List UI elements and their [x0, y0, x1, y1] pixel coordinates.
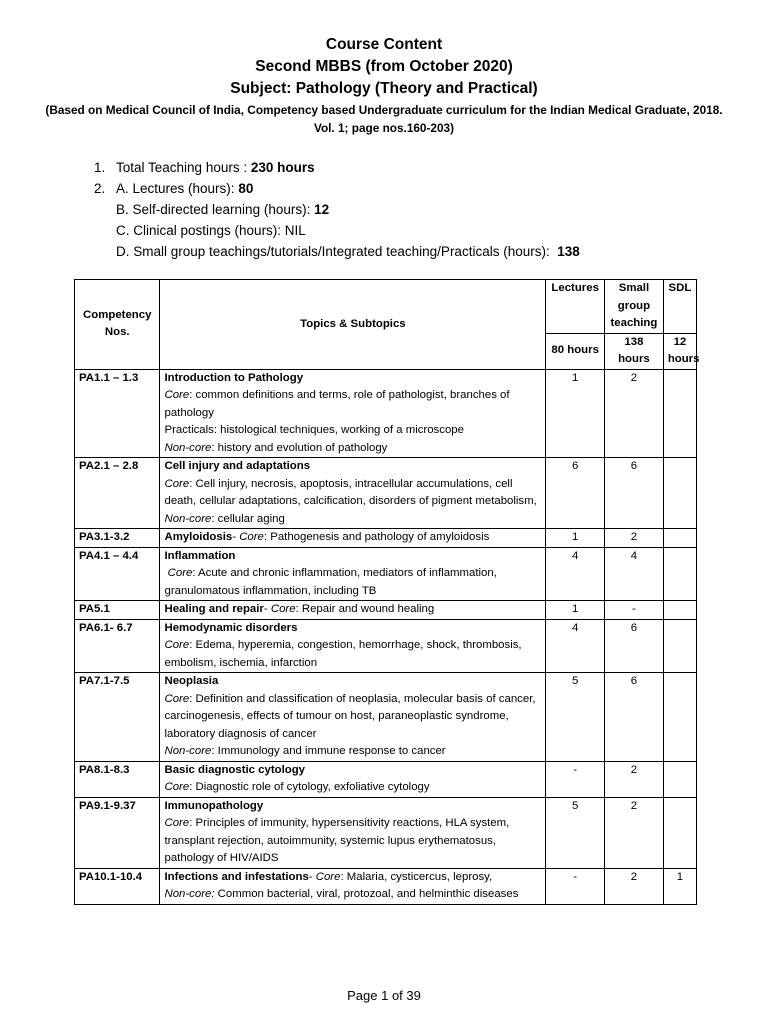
teaching-hours-list [94, 157, 580, 262]
lectures-cell: - [546, 868, 605, 904]
table-row [75, 761, 697, 797]
lectures-cell: 5 [546, 797, 605, 868]
header-sdl: SDL [663, 280, 696, 334]
sdl-cell [663, 601, 696, 620]
sdl-hours-item: B. Self-directed learning (hours): 12 [116, 202, 330, 217]
noncore-label: Non-core [164, 441, 212, 454]
header-small-group: Small group teaching [605, 280, 664, 334]
small-group-cell: 6 [605, 619, 664, 673]
topic-title: Amyloidosis [164, 531, 233, 543]
topic-cell: Infections and infestations- Core: Malaria, cysticercus, leprosy, Non-core: Common bacterial, viral, protozoal, and helminthic diseases [160, 868, 546, 904]
core-label: Core [270, 603, 296, 615]
core-text: : Definition and classification of neoplasia, molecular basis of cancer, carcinogenesis, effects of tumour on host, paraneoplastic syndrome, laboratory diagnosis of cancer [164, 692, 536, 740]
competency-code: PA3.1-3.2 [75, 529, 160, 548]
small-group-cell: 2 [605, 868, 664, 904]
core-text: : Diagnostic role of cytology, exfoliative cytology [189, 781, 430, 793]
table-row [75, 797, 697, 868]
noncore-label: Non-core [164, 745, 212, 757]
lectures-hours-value: 80 [238, 181, 254, 196]
topic-cell [160, 619, 546, 673]
core-text: : Principles of immunity, hypersensitivity reactions, HLA system, transplant rejection, autoimmunity, systemic lupus erythematosus, pathology of HIV/AIDS [164, 817, 510, 864]
total-hours-item: 1. Total Teaching hours : 230 hours [94, 160, 315, 175]
table-row [75, 619, 697, 673]
noncore-text: Common bacterial, viral, protozoal, and helminthic diseases [214, 888, 519, 900]
noncore-label: Non-core: [164, 888, 215, 900]
small-group-cell: 2 [605, 797, 664, 868]
header-lectures-hours: 80 hours [546, 333, 605, 369]
curriculum-basis-note: (Based on Medical Council of India, Competency based Undergraduate curriculum for the Indian Medical Graduate, 2018. Vol. 1; page nos.160-203) [45, 103, 723, 135]
course-content-table [74, 279, 700, 905]
core-text: : Repair and wound healing [295, 603, 435, 615]
sdl-cell [663, 761, 696, 797]
noncore-text: : Immunology and immune response to cancer [211, 745, 446, 757]
total-hours-value: 230 hours [250, 160, 315, 175]
lectures-cell: 4 [546, 619, 605, 673]
lectures-hours-item: 2. A. Lectures (hours): 80 [94, 181, 254, 196]
small-group-cell: 2 [605, 369, 664, 458]
topic-title: Neoplasia [164, 675, 219, 687]
subject-title: Subject: Pathology (Theory and Practical) [230, 80, 538, 97]
competency-code: PA5.1 [75, 601, 160, 620]
topic-title: Healing and repair [164, 603, 264, 615]
small-group-cell: 2 [605, 529, 664, 548]
core-text: : Malaria, cysticercus, leprosy, [340, 870, 493, 883]
sdl-cell [663, 619, 696, 673]
core-label: Core [239, 531, 264, 543]
header-competency-nos: Competency Nos. [75, 280, 160, 370]
topic-title: Cell injury and adaptations [164, 460, 311, 472]
core-label: Core [164, 692, 190, 705]
table-row [75, 547, 697, 601]
program-title: Second MBBS (from October 2020) [255, 58, 513, 75]
competency-code: PA10.1-10.4 [75, 868, 160, 904]
table-row [75, 601, 697, 620]
competency-code: PA4.1 – 4.4 [75, 547, 160, 601]
competency-code: PA1.1 – 1.3 [75, 369, 160, 458]
sdl-cell [663, 458, 696, 529]
header-topics: Topics & Subtopics [160, 280, 546, 370]
small-group-hours-item: D. Small group teachings/tutorials/Integrated teaching/Practicals (hours): 138 [116, 244, 580, 259]
header-small-group-hours: 138 hours [605, 333, 664, 369]
competency-code: PA9.1-9.37 [75, 797, 160, 868]
header-lectures: Lectures [546, 280, 605, 334]
topic-title: Infections and infestations [164, 870, 309, 883]
core-label: Core [164, 389, 190, 401]
topic-cell [160, 761, 546, 797]
small-group-cell: 4 [605, 547, 664, 601]
small-group-hours-value: 138 [557, 244, 580, 259]
noncore-text: : history and evolution of pathology [211, 441, 388, 454]
table-row [75, 529, 697, 548]
core-label: Core [164, 781, 190, 793]
topic-cell [160, 458, 546, 529]
topic-cell [160, 547, 546, 601]
lectures-cell: 5 [546, 673, 605, 762]
lectures-cell: 6 [546, 458, 605, 529]
lectures-cell: 1 [546, 601, 605, 620]
table-row [75, 868, 697, 904]
course-content-title: Course Content [325, 36, 443, 53]
competency-code: PA7.1-7.5 [75, 673, 160, 762]
noncore-label: Non-core [164, 512, 212, 525]
lectures-cell: 1 [546, 529, 605, 548]
noncore-text: : cellular aging [211, 512, 285, 525]
title-block [0, 34, 768, 137]
topic-title: Basic diagnostic cytology [164, 763, 306, 776]
small-group-cell: 2 [605, 761, 664, 797]
topic-cell: Healing and repair- Core: Repair and wound healing [160, 601, 546, 620]
practical-text: Practicals: histological techniques, working of a microscope [164, 424, 464, 436]
competency-code: PA8.1-8.3 [75, 761, 160, 797]
sdl-hours-value: 12 [314, 202, 330, 217]
sdl-cell [663, 369, 696, 458]
topic-title: Immunopathology [164, 799, 264, 812]
topic-cell: Amyloidosis- Core: Pathogenesis and pathology of amyloidosis [160, 529, 546, 548]
topic-title: Hemodynamic disorders [164, 621, 298, 634]
core-label: Core [315, 870, 341, 883]
sdl-cell: 1 [663, 868, 696, 904]
core-text: : Acute and chronic inflammation, mediators of inflammation, granulomatous inflammation, including TB [164, 567, 497, 597]
header-sdl-hours: 12 hours [663, 333, 696, 369]
competency-code: PA6.1- 6.7 [75, 619, 160, 673]
core-label: Core [164, 817, 190, 829]
core-label: Core [167, 567, 193, 579]
clinical-postings-item: C. Clinical postings (hours): NIL [116, 223, 306, 238]
small-group-cell: 6 [605, 458, 664, 529]
core-text: : Pathogenesis and pathology of amyloidosis [263, 531, 490, 543]
topic-cell [160, 369, 546, 458]
sdl-cell [663, 673, 696, 762]
topic-title: Introduction to Pathology [164, 371, 304, 384]
topic-title: Inflammation [164, 549, 236, 562]
competency-code: PA2.1 – 2.8 [75, 458, 160, 529]
core-text: : Cell injury, necrosis, apoptosis, intracellular accumulations, cell death, cellular adaptations, calcification, disorders of pigment metabolism, [164, 477, 537, 507]
topic-cell [160, 797, 546, 868]
core-text: : Edema, hyperemia, congestion, hemorrhage, shock, thrombosis, embolism, ischemia, infarction [164, 639, 522, 669]
table-row [75, 369, 697, 458]
sdl-cell [663, 797, 696, 868]
table-row [75, 458, 697, 529]
page-number: Page 1 of 39 [347, 988, 421, 1003]
small-group-cell: - [605, 601, 664, 620]
sdl-cell [663, 529, 696, 548]
lectures-cell: 1 [546, 369, 605, 458]
topic-cell [160, 673, 546, 762]
lectures-cell: - [546, 761, 605, 797]
lectures-cell: 4 [546, 547, 605, 601]
core-label: Core [164, 639, 190, 651]
table-row [75, 673, 697, 762]
core-text: : common definitions and terms, role of pathologist, branches of pathology [164, 389, 510, 419]
sdl-cell [663, 547, 696, 601]
core-label: Core [164, 477, 190, 490]
small-group-cell: 6 [605, 673, 664, 762]
